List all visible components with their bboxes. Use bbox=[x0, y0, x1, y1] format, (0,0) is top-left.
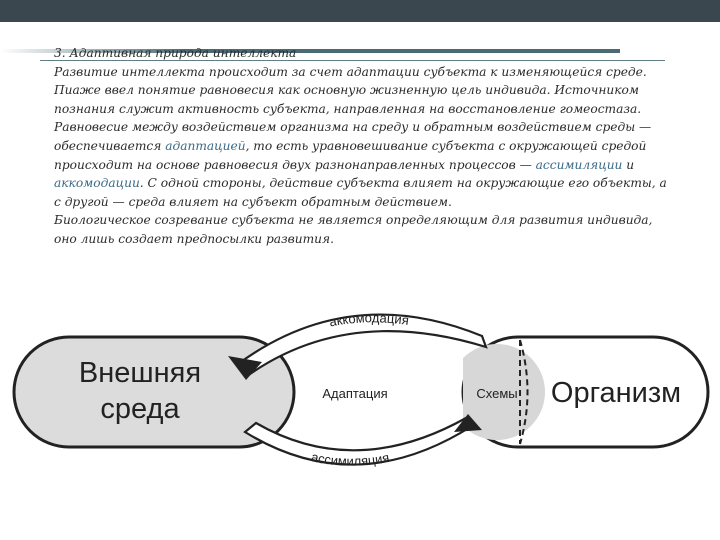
slide-body-text bbox=[54, 44, 674, 249]
schemes-label: Схемы bbox=[476, 386, 518, 401]
adaptation-diagram bbox=[0, 300, 720, 480]
text-part: и bbox=[622, 157, 635, 172]
paragraph-adaptation bbox=[54, 63, 674, 212]
term-adaptation: адаптацией bbox=[165, 138, 246, 153]
assimilation-label: ассимиляция bbox=[309, 449, 391, 469]
paragraph-maturation: Биологическое созревание субъекта не является определяющим для развития индивида, оно лишь создает предпосылки развития. bbox=[54, 213, 653, 246]
external-environment-line2: среда bbox=[100, 393, 180, 425]
accommodation-label: аккомодация bbox=[328, 310, 410, 330]
text-part: . С одной стороны, действие субъекта влияет на окружающие его объекты, а с другой — среда влияет на субъект обратным действием. bbox=[54, 176, 667, 209]
external-environment-line1: Внешняя bbox=[78, 357, 202, 389]
text-part: Развитие интеллекта происходит за счет адаптации субъекта к изменяющейся среде. Пиаже ввел понятие равновесия как основную жизненную цель индивида. Источником познания служит активность субъекта, направленная на восстановление гомеостаза. Равновесие между воздействием организма на среду и обратным воздействием среды — обеспечивается bbox=[54, 64, 652, 153]
text-part: , то есть уравновешивание субъекта с окружающей средой происходит на основе равновесия двух разнонаправленных процессов — bbox=[54, 138, 647, 172]
adaptation-label: Адаптация bbox=[322, 386, 388, 401]
slide-accent-band bbox=[0, 22, 720, 34]
term-accommodation: аккомодации bbox=[54, 176, 140, 191]
slide-top-bar bbox=[0, 0, 720, 22]
organism-label: Организм bbox=[550, 377, 682, 409]
slide-heading: 3. Адаптивная природа интеллекта bbox=[54, 46, 297, 60]
term-assimilation: ассимиляции bbox=[535, 157, 623, 172]
